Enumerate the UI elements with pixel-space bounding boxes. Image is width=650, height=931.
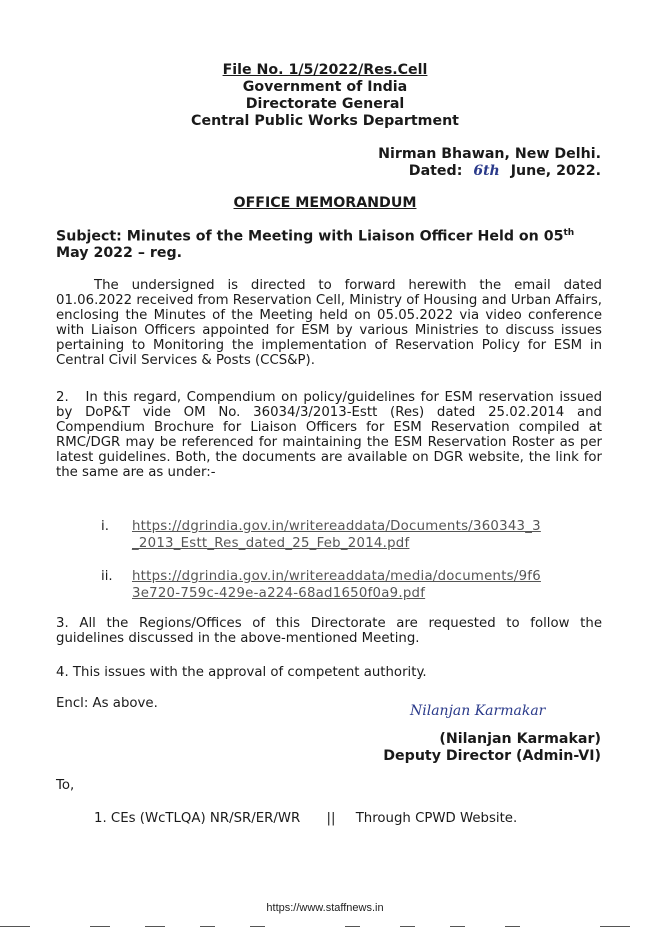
dated-day-handwritten: 6th (473, 163, 500, 179)
link-2-number: ii. (101, 569, 113, 584)
paragraph-2-text: In this regard, Compendium on policy/guidelines for ESM reservation issued by DoP&T vide OM No. 36034/3/2013-Estt (Res) dated 25.02.2014 and Compendium Brochure for Liaison Officers for ESM Reservation compiled at RMC/DGR may be referenced for maintaining the ESM Reservation Roster as per latest guidelines. Both, the documents are available on DGR website, the link for the same are as under:- (56, 390, 603, 481)
scan-edge-mark (250, 926, 265, 927)
subject (56, 225, 602, 262)
link-2-line2[interactable]: 3e720-759c-429e-a224-68ad1650f0a9.pdf (132, 586, 426, 601)
subject-prefix: Subject: Minutes of the Meeting with Liaison Officer Held on 05 (56, 228, 564, 245)
scan-edge-mark (600, 926, 630, 927)
paragraph-4: 4. This issues with the approval of competent authority. (56, 665, 427, 680)
file-number: File No. 1/5/2022/Res.Cell (222, 62, 428, 78)
dated-line (409, 162, 601, 180)
link-1-line2[interactable]: _2013_Estt_Res_dated_25_Feb_2014.pdf (132, 536, 410, 551)
scan-edge-mark (0, 926, 30, 927)
scan-edge-mark (400, 926, 415, 927)
signatory-name: (Nilanjan Karmakar) (439, 731, 601, 747)
recipient-row (94, 810, 594, 827)
scan-edge-mark (505, 926, 520, 927)
footer-url: https://www.staffnews.in (266, 902, 384, 914)
recipient-via: Through CPWD Website. (355, 811, 518, 826)
subject-sup: th (563, 228, 575, 238)
recipient-label: 1. CEs (WcTLQA) NR/SR/ER/WR (94, 811, 301, 826)
paragraph-1: The undersigned is directed to forward herewith the email dated 01.06.2022 received from Reservation Cell, Ministry of Housing and Urban Affairs, enclosing the Minutes of the Meeting held on 05.05.2022 via video conference with Liaison Officers appointed for ESM by various Ministries to discuss issues pertaining to Monitoring the implementation of Reservation Policy for ESM in Central Civil Services & Posts (CCS&P). (56, 278, 602, 369)
link-1-line1[interactable]: https://dgrindia.gov.in/writereaddata/Documents/360343_3 (132, 519, 541, 534)
place: Nirman Bhawan, New Delhi. (378, 146, 601, 162)
link-2-line1[interactable]: https://dgrindia.gov.in/writereaddata/media/documents/9f6 (132, 569, 541, 584)
signatory-designation: Deputy Director (Admin-VI) (383, 748, 601, 764)
memo-title: OFFICE MEMORANDUM (233, 195, 417, 211)
recipient-separator: || (326, 811, 336, 826)
paragraph-2-number: 2. (56, 390, 69, 405)
scan-edge-mark (145, 926, 165, 927)
header-line-government: Government of India (242, 79, 408, 95)
link-1[interactable] (132, 518, 541, 552)
scan-edge-mark (345, 926, 360, 927)
scan-edge-mark (450, 926, 465, 927)
header-line-directorate: Directorate General (245, 96, 405, 112)
scan-edge-mark (200, 926, 215, 927)
paragraph-3: 3. All the Regions/Offices of this Directorate are requested to follow the guidelines discussed in the above-mentioned Meeting. (56, 616, 602, 647)
link-1-number: i. (101, 519, 109, 534)
paragraph-2 (56, 390, 602, 481)
header-line-department: Central Public Works Department (191, 113, 459, 129)
to-label: To, (56, 778, 75, 793)
dated-rest: June, 2022. (510, 163, 601, 179)
handwritten-signature: Nilanjan Karmakar (410, 703, 546, 719)
scan-edge-mark (90, 926, 110, 927)
link-2[interactable] (132, 568, 541, 602)
dated-label: Dated: (408, 163, 463, 179)
subject-line2: May 2022 – reg. (56, 245, 183, 262)
enclosure: Encl: As above. (56, 696, 158, 711)
